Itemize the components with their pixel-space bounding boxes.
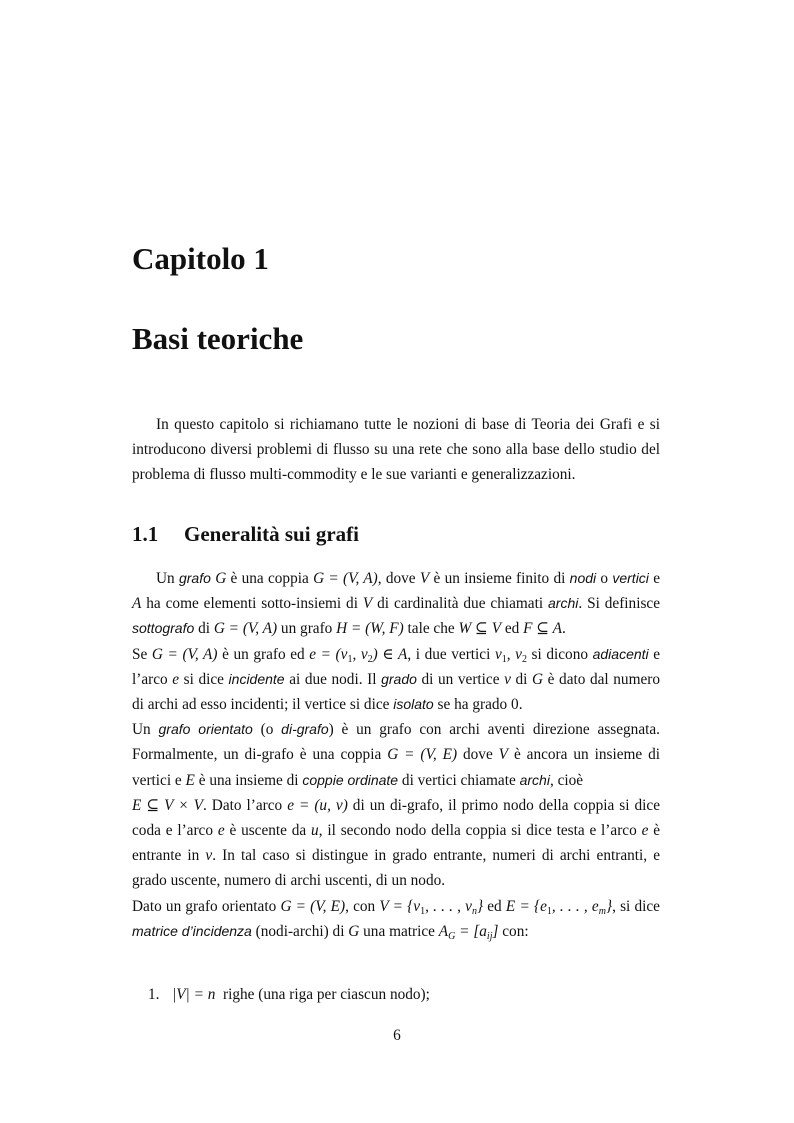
term-grado: grado (381, 670, 417, 687)
paragraph-grafo-orientato: Un grafo orientato (o di-grafo) è un grafo con archi aventi direzione assegnata. Formalmente, un di-grafo è una coppia G = (V, E) dove V è ancora un insieme di vertici e E è una insieme di coppie ordinate di vertici chiamate archi, cioè E ⊆ V × V. Dato l’arco e = (u, v) di un di-grafo, il primo nodo della coppia si dice coda e l’arco e è uscente da u, il secondo nodo della coppia si dice testa e l’arco e è entrante in v. In tal caso si distingue in grado entrante, numeri di archi entranti, e grado uscente, numero di archi uscenti, di un nodo. (132, 721, 661, 890)
paragraph-adiacenti: Se G = (V, A) è un grafo ed $e = (v_1$, $v_2$) ∈ A, i due vertici $v_1$, $v_2$ si dicono adiacenti e l’arco e si dice incidente ai due nodi. Il grado di un vertice v di G è dato dal numero di archi ad esso incidenti; il vertice si dice isolato se ha grado 0. (132, 645, 661, 714)
list-item-text: righe (una riga per ciascun nodo); (223, 986, 430, 1003)
incidence-matrix-list (148, 982, 658, 1007)
term-grafo-orientato: grafo orientato (158, 721, 253, 738)
list-item (148, 982, 658, 1007)
section-body (132, 566, 660, 944)
intro-paragraph: In questo capitolo si richiamano tutte le nozioni di base di Teoria dei Grafi e si introducono diversi problemi di flusso su una rete che sono alla base dello studio del problema di flusso multi-commodity e le sue varianti e generalizzazioni. (132, 416, 660, 484)
list-item-math: |V| = n (172, 986, 216, 1003)
chapter-title: Basi teoriche (132, 321, 304, 356)
term-coppie-ordinate: coppie ordinate (302, 771, 399, 788)
paragraph-matrice-incidenza: Dato un grafo orientato G = (V, E), con $V = \{v_1$, . . . , $v_n$} ed $E = \{e_1$, . . . , $e_m$}, si dice matrice d’incidenza (nodi-archi) di G una matrice $A_G = [a_{ij}]$ con: (132, 897, 660, 942)
term-di-grafo: di-grafo (281, 721, 329, 738)
term-incidente: incidente (228, 670, 285, 687)
section-heading (132, 522, 359, 547)
chapter-label: Capitolo 1 (132, 241, 269, 276)
term-matrice-incidenza: matrice d’incidenza (132, 922, 252, 939)
term-nodi: nodi (569, 570, 597, 586)
term-sottografo: sottografo (132, 620, 195, 637)
term-archi: archi (548, 595, 579, 612)
page-number: 6 (393, 1027, 401, 1044)
term-archi-orientati: archi (519, 771, 550, 788)
section-number: 1.1 (132, 522, 159, 546)
term-vertici: vertici (612, 570, 649, 586)
term-isolato: isolato (393, 696, 434, 713)
paragraph-grafo-definition: Un grafo G è una coppia G = (V, A), dove V è un insieme finito di nodi o vertici e A ha come elementi sotto-insiemi di V di cardinalità due chiamati archi. Si definisce sottografo di G = (V, A) un grafo H = (W, F) tale che W ⊆ V ed F ⊆ A. (132, 570, 660, 638)
section-title: Generalità sui grafi (184, 522, 359, 546)
term-grafo: grafo (178, 570, 211, 586)
term-adiacenti: adiacenti (592, 645, 649, 662)
list-item-marker: 1. (148, 986, 160, 1003)
